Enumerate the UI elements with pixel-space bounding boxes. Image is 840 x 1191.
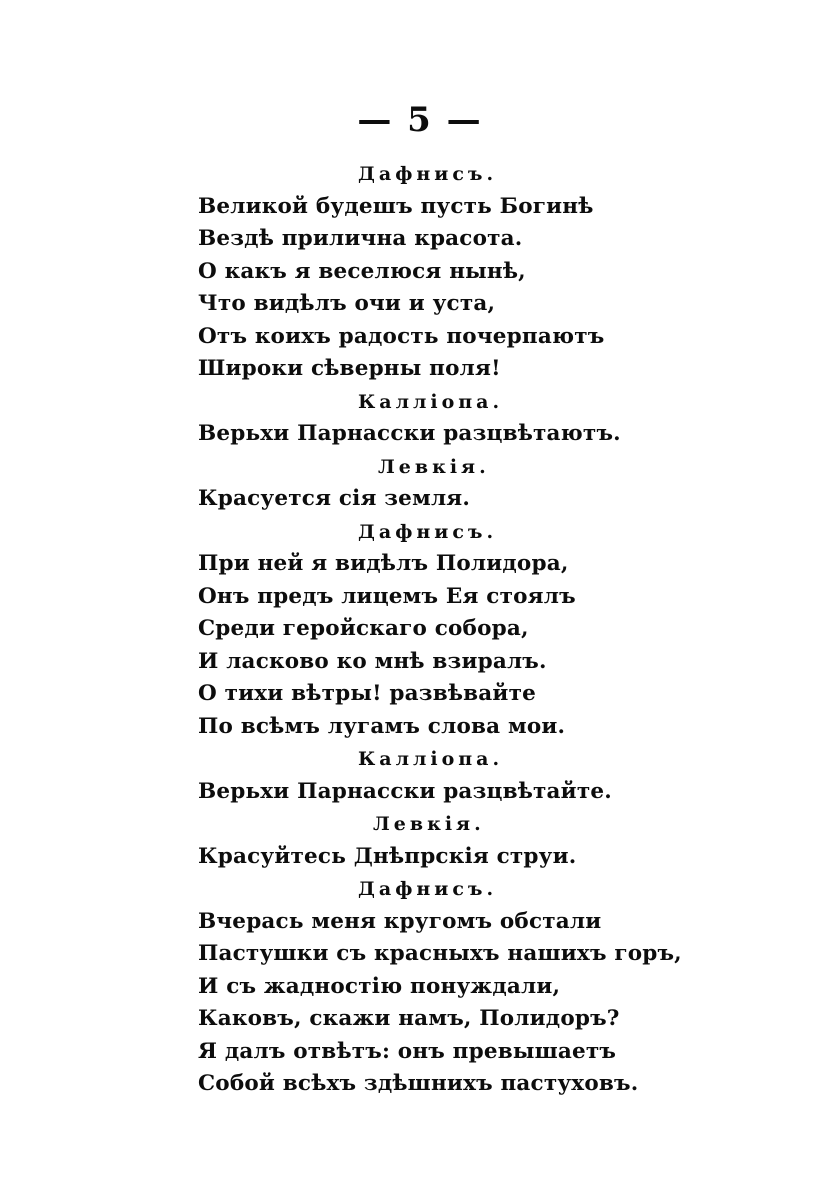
- verse-line: Онъ предъ лицемъ Ея стоялъ: [198, 583, 576, 609]
- speaker-name: Каллiопа.: [358, 390, 504, 413]
- verse-line: Широки сѣверны поля!: [198, 356, 501, 381]
- verse-line: По всѣмъ лугамъ слова мои.: [198, 713, 566, 739]
- verse-line: Верьхи Парнасски разцвѣтайте.: [198, 778, 612, 804]
- speaker-name: Левкія.: [378, 455, 490, 478]
- speaker-name: Дафнисъ.: [358, 878, 498, 900]
- verse-line: Вездѣ прилична красота.: [198, 226, 523, 251]
- verse-line: Среди геройскаго собора,: [198, 616, 529, 641]
- verse-line: Верьхи Парнасски разцвѣтаютъ.: [198, 421, 621, 446]
- verse-line: При ней я видѣлъ Полидора,: [198, 551, 569, 576]
- page-number: — 5 —: [357, 100, 483, 140]
- verse-line: Каковъ, скажи намъ, Полидоръ?: [198, 1006, 620, 1031]
- speaker-name: Дафнисъ.: [358, 163, 498, 185]
- verse-line: И ласково ко мнѣ взиралъ.: [198, 648, 547, 674]
- poem-text: [198, 158, 682, 1101]
- verse-line: Великой будешъ пусть Богинѣ: [198, 193, 594, 219]
- verse-line: Вчерась меня кругомъ обстали: [198, 908, 602, 934]
- verse-line: О тихи вѣтры! развѣвайте: [198, 681, 536, 706]
- verse-line: Пастушки съ красныхъ нашихъ горъ,: [198, 941, 682, 966]
- verse-line: Отъ коихъ радость почерпаютъ: [198, 323, 605, 349]
- verse-line: Что видѣлъ очи и уста,: [198, 291, 496, 316]
- verse-line: Красуется сія земля.: [198, 486, 471, 511]
- verse-line: Собой всѣхъ здѣшнихъ пастуховъ.: [198, 1071, 639, 1096]
- verse-line: О какъ я веселюся нынѣ,: [198, 258, 526, 284]
- verse-line: И съ жадностію понуждали,: [198, 973, 561, 999]
- speaker-name: Каллiопа.: [358, 748, 504, 770]
- verse-line: Красуйтесь Днѣпрскія струи.: [198, 843, 577, 869]
- speaker-name: Дафнисъ.: [358, 520, 498, 543]
- verse-line: Я далъ отвѣтъ: онъ превышаетъ: [198, 1038, 617, 1064]
- speaker-name: Левкія.: [373, 813, 485, 835]
